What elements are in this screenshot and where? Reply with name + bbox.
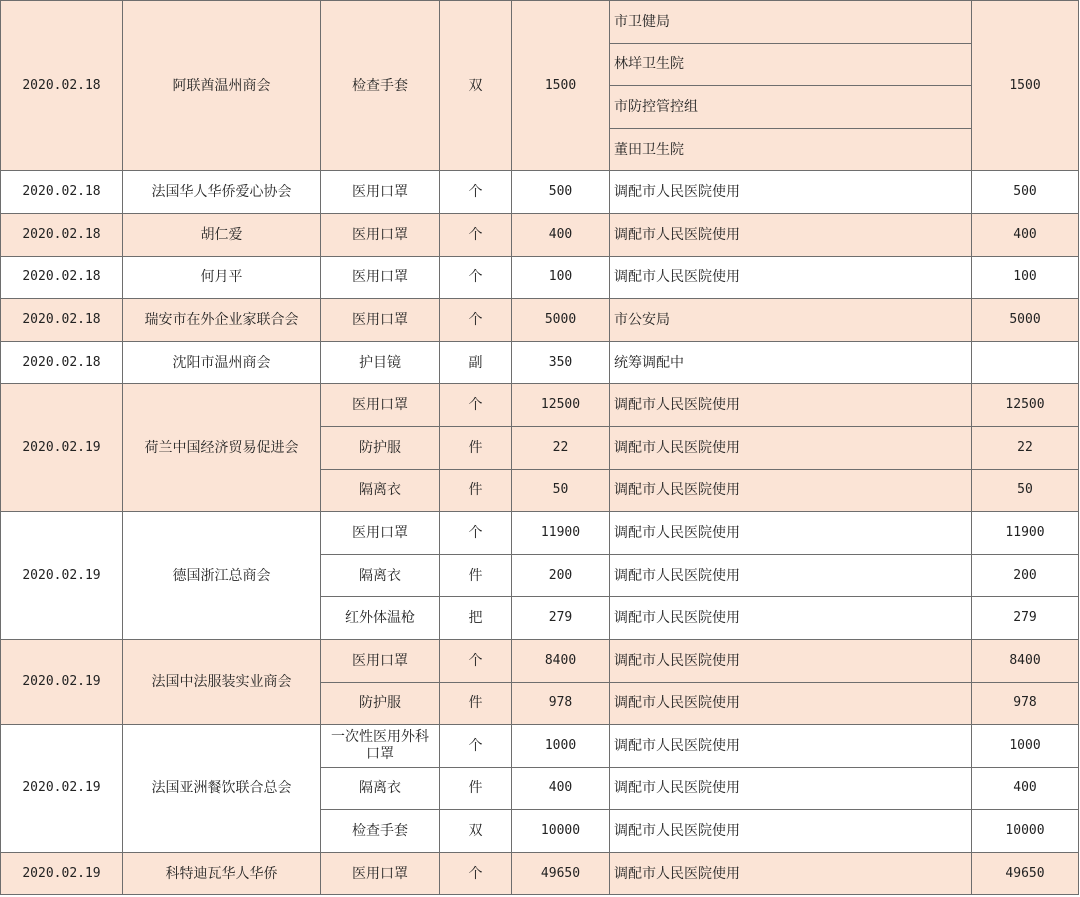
unit-cell: 把 bbox=[440, 597, 512, 640]
recipient-cell: 调配市人民医院使用 bbox=[610, 512, 972, 555]
item-name-cell: 医用口罩 bbox=[321, 171, 440, 214]
item-name-cell: 红外体温枪 bbox=[321, 597, 440, 640]
donor-cell: 德国浙江总商会 bbox=[123, 512, 321, 640]
quantity-cell: 200 bbox=[512, 554, 610, 597]
distributed-cell: 10000 bbox=[972, 810, 1079, 853]
date-cell: 2020.02.19 bbox=[1, 852, 123, 895]
donor-cell: 法国中法服装实业商会 bbox=[123, 639, 321, 724]
date-cell: 2020.02.18 bbox=[1, 299, 123, 342]
date-cell: 2020.02.18 bbox=[1, 256, 123, 299]
quantity-cell: 8400 bbox=[512, 639, 610, 682]
recipient-cell: 调配市人民医院使用 bbox=[610, 256, 972, 299]
donor-cell: 何月平 bbox=[123, 256, 321, 299]
quantity-cell: 100 bbox=[512, 256, 610, 299]
quantity-cell: 400 bbox=[512, 213, 610, 256]
quantity-cell: 12500 bbox=[512, 384, 610, 427]
table-row bbox=[1, 852, 1079, 895]
donor-cell: 沈阳市温州商会 bbox=[123, 341, 321, 384]
item-name-cell: 隔离衣 bbox=[321, 767, 440, 810]
donor-cell: 法国亚洲餐饮联合总会 bbox=[123, 725, 321, 853]
unit-cell: 个 bbox=[440, 213, 512, 256]
unit-cell: 个 bbox=[440, 725, 512, 768]
distributed-cell: 200 bbox=[972, 554, 1079, 597]
distributed-cell: 5000 bbox=[972, 299, 1079, 342]
donor-cell: 法国华人华侨爱心协会 bbox=[123, 171, 321, 214]
quantity-cell: 50 bbox=[512, 469, 610, 512]
unit-cell: 件 bbox=[440, 469, 512, 512]
item-name-cell: 一次性医用外科口罩 bbox=[321, 725, 440, 768]
recipient-cell: 林垟卫生院 bbox=[610, 43, 972, 86]
table-row bbox=[1, 1, 1079, 44]
distributed-cell: 8400 bbox=[972, 639, 1079, 682]
table-row bbox=[1, 512, 1079, 555]
unit-cell: 双 bbox=[440, 810, 512, 853]
distributed-cell: 50 bbox=[972, 469, 1079, 512]
unit-cell: 个 bbox=[440, 384, 512, 427]
item-name-cell: 检查手套 bbox=[321, 1, 440, 171]
item-name-cell: 医用口罩 bbox=[321, 512, 440, 555]
unit-cell: 个 bbox=[440, 256, 512, 299]
donor-cell: 胡仁爱 bbox=[123, 213, 321, 256]
quantity-cell: 49650 bbox=[512, 852, 610, 895]
recipient-cell: 调配市人民医院使用 bbox=[610, 682, 972, 725]
date-cell: 2020.02.19 bbox=[1, 639, 123, 724]
distributed-cell: 500 bbox=[972, 171, 1079, 214]
item-name-cell: 防护服 bbox=[321, 682, 440, 725]
quantity-cell: 400 bbox=[512, 767, 610, 810]
quantity-cell: 1500 bbox=[512, 1, 610, 171]
item-name-cell: 医用口罩 bbox=[321, 639, 440, 682]
distributed-cell: 12500 bbox=[972, 384, 1079, 427]
recipient-cell: 调配市人民医院使用 bbox=[610, 767, 972, 810]
unit-cell: 个 bbox=[440, 171, 512, 214]
item-name-cell: 医用口罩 bbox=[321, 384, 440, 427]
recipient-cell: 市卫健局 bbox=[610, 1, 972, 44]
unit-cell: 件 bbox=[440, 554, 512, 597]
quantity-cell: 279 bbox=[512, 597, 610, 640]
table-row bbox=[1, 213, 1079, 256]
table-row bbox=[1, 341, 1079, 384]
distributed-cell bbox=[972, 341, 1079, 384]
unit-cell: 个 bbox=[440, 512, 512, 555]
recipient-cell: 市防控管控组 bbox=[610, 86, 972, 129]
recipient-cell: 调配市人民医院使用 bbox=[610, 426, 972, 469]
recipient-cell: 调配市人民医院使用 bbox=[610, 384, 972, 427]
unit-cell: 件 bbox=[440, 426, 512, 469]
donor-cell: 科特迪瓦华人华侨 bbox=[123, 852, 321, 895]
unit-cell: 副 bbox=[440, 341, 512, 384]
date-cell: 2020.02.18 bbox=[1, 171, 123, 214]
recipient-cell: 调配市人民医院使用 bbox=[610, 469, 972, 512]
donor-cell: 荷兰中国经济贸易促进会 bbox=[123, 384, 321, 512]
quantity-cell: 350 bbox=[512, 341, 610, 384]
unit-cell: 个 bbox=[440, 852, 512, 895]
recipient-cell: 调配市人民医院使用 bbox=[610, 554, 972, 597]
item-name-cell: 隔离衣 bbox=[321, 469, 440, 512]
quantity-cell: 5000 bbox=[512, 299, 610, 342]
date-cell: 2020.02.18 bbox=[1, 213, 123, 256]
unit-cell: 个 bbox=[440, 639, 512, 682]
distributed-cell: 400 bbox=[972, 767, 1079, 810]
distributed-cell: 279 bbox=[972, 597, 1079, 640]
recipient-cell: 调配市人民医院使用 bbox=[610, 213, 972, 256]
item-name-cell: 医用口罩 bbox=[321, 852, 440, 895]
distributed-cell: 49650 bbox=[972, 852, 1079, 895]
table-row bbox=[1, 725, 1079, 768]
quantity-cell: 500 bbox=[512, 171, 610, 214]
date-cell: 2020.02.19 bbox=[1, 384, 123, 512]
donor-cell: 瑞安市在外企业家联合会 bbox=[123, 299, 321, 342]
quantity-cell: 22 bbox=[512, 426, 610, 469]
recipient-cell: 董田卫生院 bbox=[610, 128, 972, 171]
distributed-cell: 11900 bbox=[972, 512, 1079, 555]
quantity-cell: 978 bbox=[512, 682, 610, 725]
distributed-cell: 400 bbox=[972, 213, 1079, 256]
recipient-cell: 调配市人民医院使用 bbox=[610, 171, 972, 214]
unit-cell: 件 bbox=[440, 682, 512, 725]
distributed-cell: 100 bbox=[972, 256, 1079, 299]
item-name-cell: 检查手套 bbox=[321, 810, 440, 853]
quantity-cell: 11900 bbox=[512, 512, 610, 555]
date-cell: 2020.02.19 bbox=[1, 512, 123, 640]
quantity-cell: 10000 bbox=[512, 810, 610, 853]
item-name-cell: 医用口罩 bbox=[321, 256, 440, 299]
table-row bbox=[1, 299, 1079, 342]
table-row bbox=[1, 384, 1079, 427]
table-row bbox=[1, 639, 1079, 682]
donor-cell: 阿联酋温州商会 bbox=[123, 1, 321, 171]
table-row bbox=[1, 256, 1079, 299]
date-cell: 2020.02.19 bbox=[1, 725, 123, 853]
unit-cell: 个 bbox=[440, 299, 512, 342]
quantity-cell: 1000 bbox=[512, 725, 610, 768]
distributed-cell: 1500 bbox=[972, 1, 1079, 171]
recipient-cell: 调配市人民医院使用 bbox=[610, 725, 972, 768]
table-row bbox=[1, 171, 1079, 214]
item-name-cell: 护目镜 bbox=[321, 341, 440, 384]
date-cell: 2020.02.18 bbox=[1, 341, 123, 384]
recipient-cell: 调配市人民医院使用 bbox=[610, 597, 972, 640]
distributed-cell: 22 bbox=[972, 426, 1079, 469]
item-name-cell: 隔离衣 bbox=[321, 554, 440, 597]
recipient-cell: 调配市人民医院使用 bbox=[610, 852, 972, 895]
item-name-cell: 医用口罩 bbox=[321, 213, 440, 256]
distributed-cell: 978 bbox=[972, 682, 1079, 725]
date-cell: 2020.02.18 bbox=[1, 1, 123, 171]
unit-cell: 双 bbox=[440, 1, 512, 171]
recipient-cell: 调配市人民医院使用 bbox=[610, 810, 972, 853]
recipient-cell: 调配市人民医院使用 bbox=[610, 639, 972, 682]
item-name-cell: 防护服 bbox=[321, 426, 440, 469]
unit-cell: 件 bbox=[440, 767, 512, 810]
donation-table-body bbox=[1, 1, 1079, 895]
item-name-cell: 医用口罩 bbox=[321, 299, 440, 342]
distributed-cell: 1000 bbox=[972, 725, 1079, 768]
recipient-cell: 统筹调配中 bbox=[610, 341, 972, 384]
recipient-cell: 市公安局 bbox=[610, 299, 972, 342]
